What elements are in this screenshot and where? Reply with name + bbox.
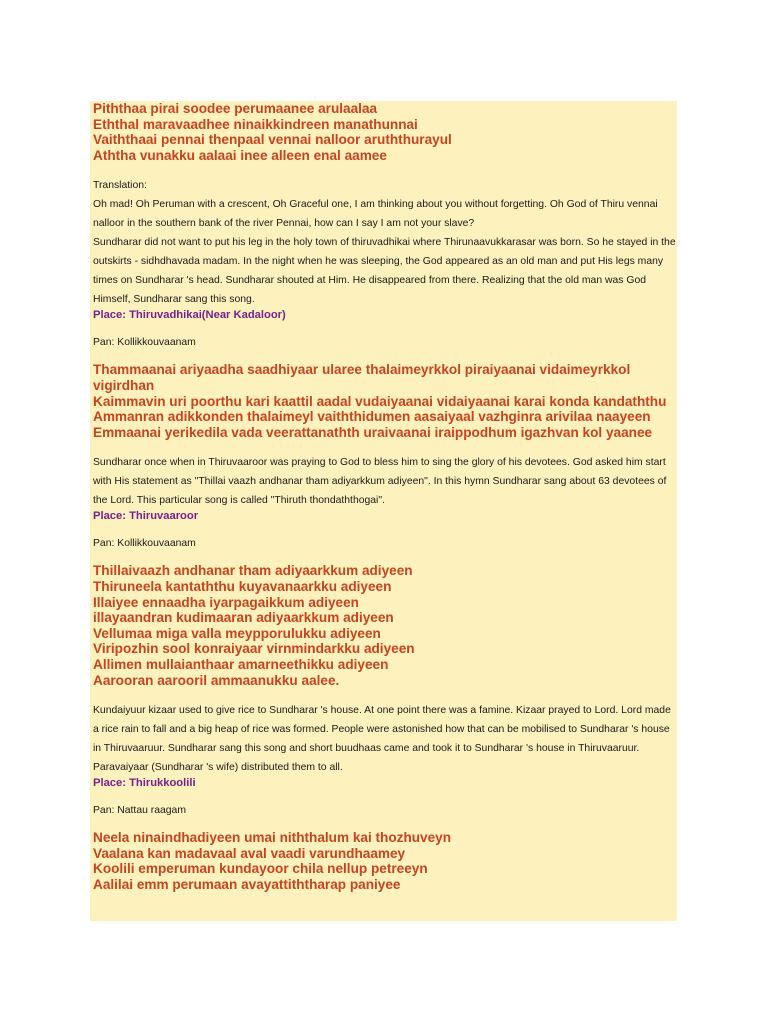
verse-line: Thiruneela kantaththu kuyavanaarkku adiyeen [93, 578, 392, 594]
translation-heading: Translation: [93, 180, 147, 192]
verse-line: Piththaa pirai soodee perumaanee arulaalaa [93, 101, 378, 116]
place-label: Place: Thirukkoolili [93, 777, 196, 790]
verse-line: Aalilai emm perumaan avayattiththarap paniyee [93, 876, 401, 892]
verse-line: Ammanran adikkonden thalaimeyl vaiththidumen aasaiyaal vazhginra arivilaa naayeen [93, 409, 651, 425]
verse-line: Aththa vunakku aalaai inee alleen enal aamee [93, 147, 387, 163]
verse-line: Vellumaa miga valla meypporulukku adiyeen [93, 625, 381, 641]
verse-2 [93, 362, 677, 440]
document-content [93, 101, 677, 892]
verse-1 [93, 101, 677, 163]
paragraph: Oh mad! Oh Peruman with a crescent, Oh Graceful one, I am thinking about you without forgetting. Oh God of Thiru vennai nalloor in the southern bank of the river Pennai, how can I say I am not your slave? [93, 199, 658, 230]
translation-block [93, 176, 677, 309]
verse-line: Vaalana kan madavaal aval vaadi varundhaamey [93, 845, 406, 861]
verse-line: Viripozhin sool konraiyaar virnmindarkku adiyeen [93, 641, 415, 657]
verse-line: Koolili emperuman kundayoor chila nellup petreeyn [93, 861, 428, 877]
verse-line: illayaandran kudimaaran adiyaarkkum adiyeen [93, 610, 394, 626]
verse-line: Kaimmavin uri poorthu kari kaattil aadal vudaiyaanai vidaiyaanai karai konda kandaththu [93, 393, 667, 409]
verse-line: Emmaanai yerikedila vada veerattanathth uraivaanai iraippodhum igazhvan kol yaanee [93, 424, 653, 440]
paragraph: Sundharar did not want to put his leg in the holy town of thiruvadhikai where Thirunaavukkarasar was born. So he stayed in the outskirts - sidhdhavada madam. In the night when he was sleeping, the God appeared as an old man and put His legs many times on Sundharar 's head. Sundharar shouted at Him. He disappeared from there. Realizing that the old man was God Himself, Sundharar sang this song. [93, 237, 676, 306]
verse-line: Neela ninaindhadiyeen umai niththalum kai thozhuveyn [93, 830, 452, 846]
place-label: Place: Thiruvadhikai(Near Kadaloor) [93, 309, 286, 322]
verse-line: Thillaivaazh andhanar tham adiyaarkkum adiyeen [93, 563, 413, 579]
verse-3 [93, 563, 677, 688]
verse-line: Allimen mullaianthaar amarneethikku adiyeen [93, 656, 389, 672]
pan-label: Pan: Nattau raagam [93, 805, 186, 817]
paragraph-block [93, 453, 677, 510]
verse-4 [93, 830, 677, 892]
pan-label: Pan: Kollikkouvaanam [93, 538, 196, 550]
verse-line: Eththal maravaadhee ninaikkindreen manathunnai [93, 116, 418, 132]
paragraph: Kundaiyuur kizaar used to give rice to Sundharar 's house. At one point there was a famine. Kizaar prayed to Lord. Lord made a rice rain to fall and a big heap of rice was formed. People were astonished how that can be mobilised to Sundharar 's house in Thiruvaaruur. Sundharar sang this song and short buudhaas came and took it to Sundharar 's house in Thiruvaaruur. Paravaiyaar (Sundharar 's wife) distributed them to all. [93, 705, 671, 774]
place-label: Place: Thiruvaaroor [93, 510, 199, 523]
verse-line: Illaiyee ennaadha iyarpagaikkum adiyeen [93, 594, 359, 610]
paragraph-block [93, 701, 677, 777]
pan-label: Pan: Kollikkouvaanam [93, 337, 196, 349]
verse-line: Thammaanai ariyaadha saadhiyaar ularee thalaimeyrkkol piraiyaanai vidaimeyrkkol vigirdhan [93, 362, 631, 393]
paragraph: Sundharar once when in Thiruvaaroor was praying to God to bless him to sing the glory of his devotees. God asked him start with His statement as "Thillai vaazh andhanar tham adiyarkkum adiyeen". In this hymn Sundharar sang about 63 devotees of the Lord. This particular song is called "Thiruth thondaththogai". [93, 457, 667, 507]
verse-line: Vaiththaai pennai thenpaal vennai nalloor aruththurayul [93, 132, 452, 148]
verse-line: Aarooran aarooril ammaanukku aalee. [93, 672, 340, 688]
